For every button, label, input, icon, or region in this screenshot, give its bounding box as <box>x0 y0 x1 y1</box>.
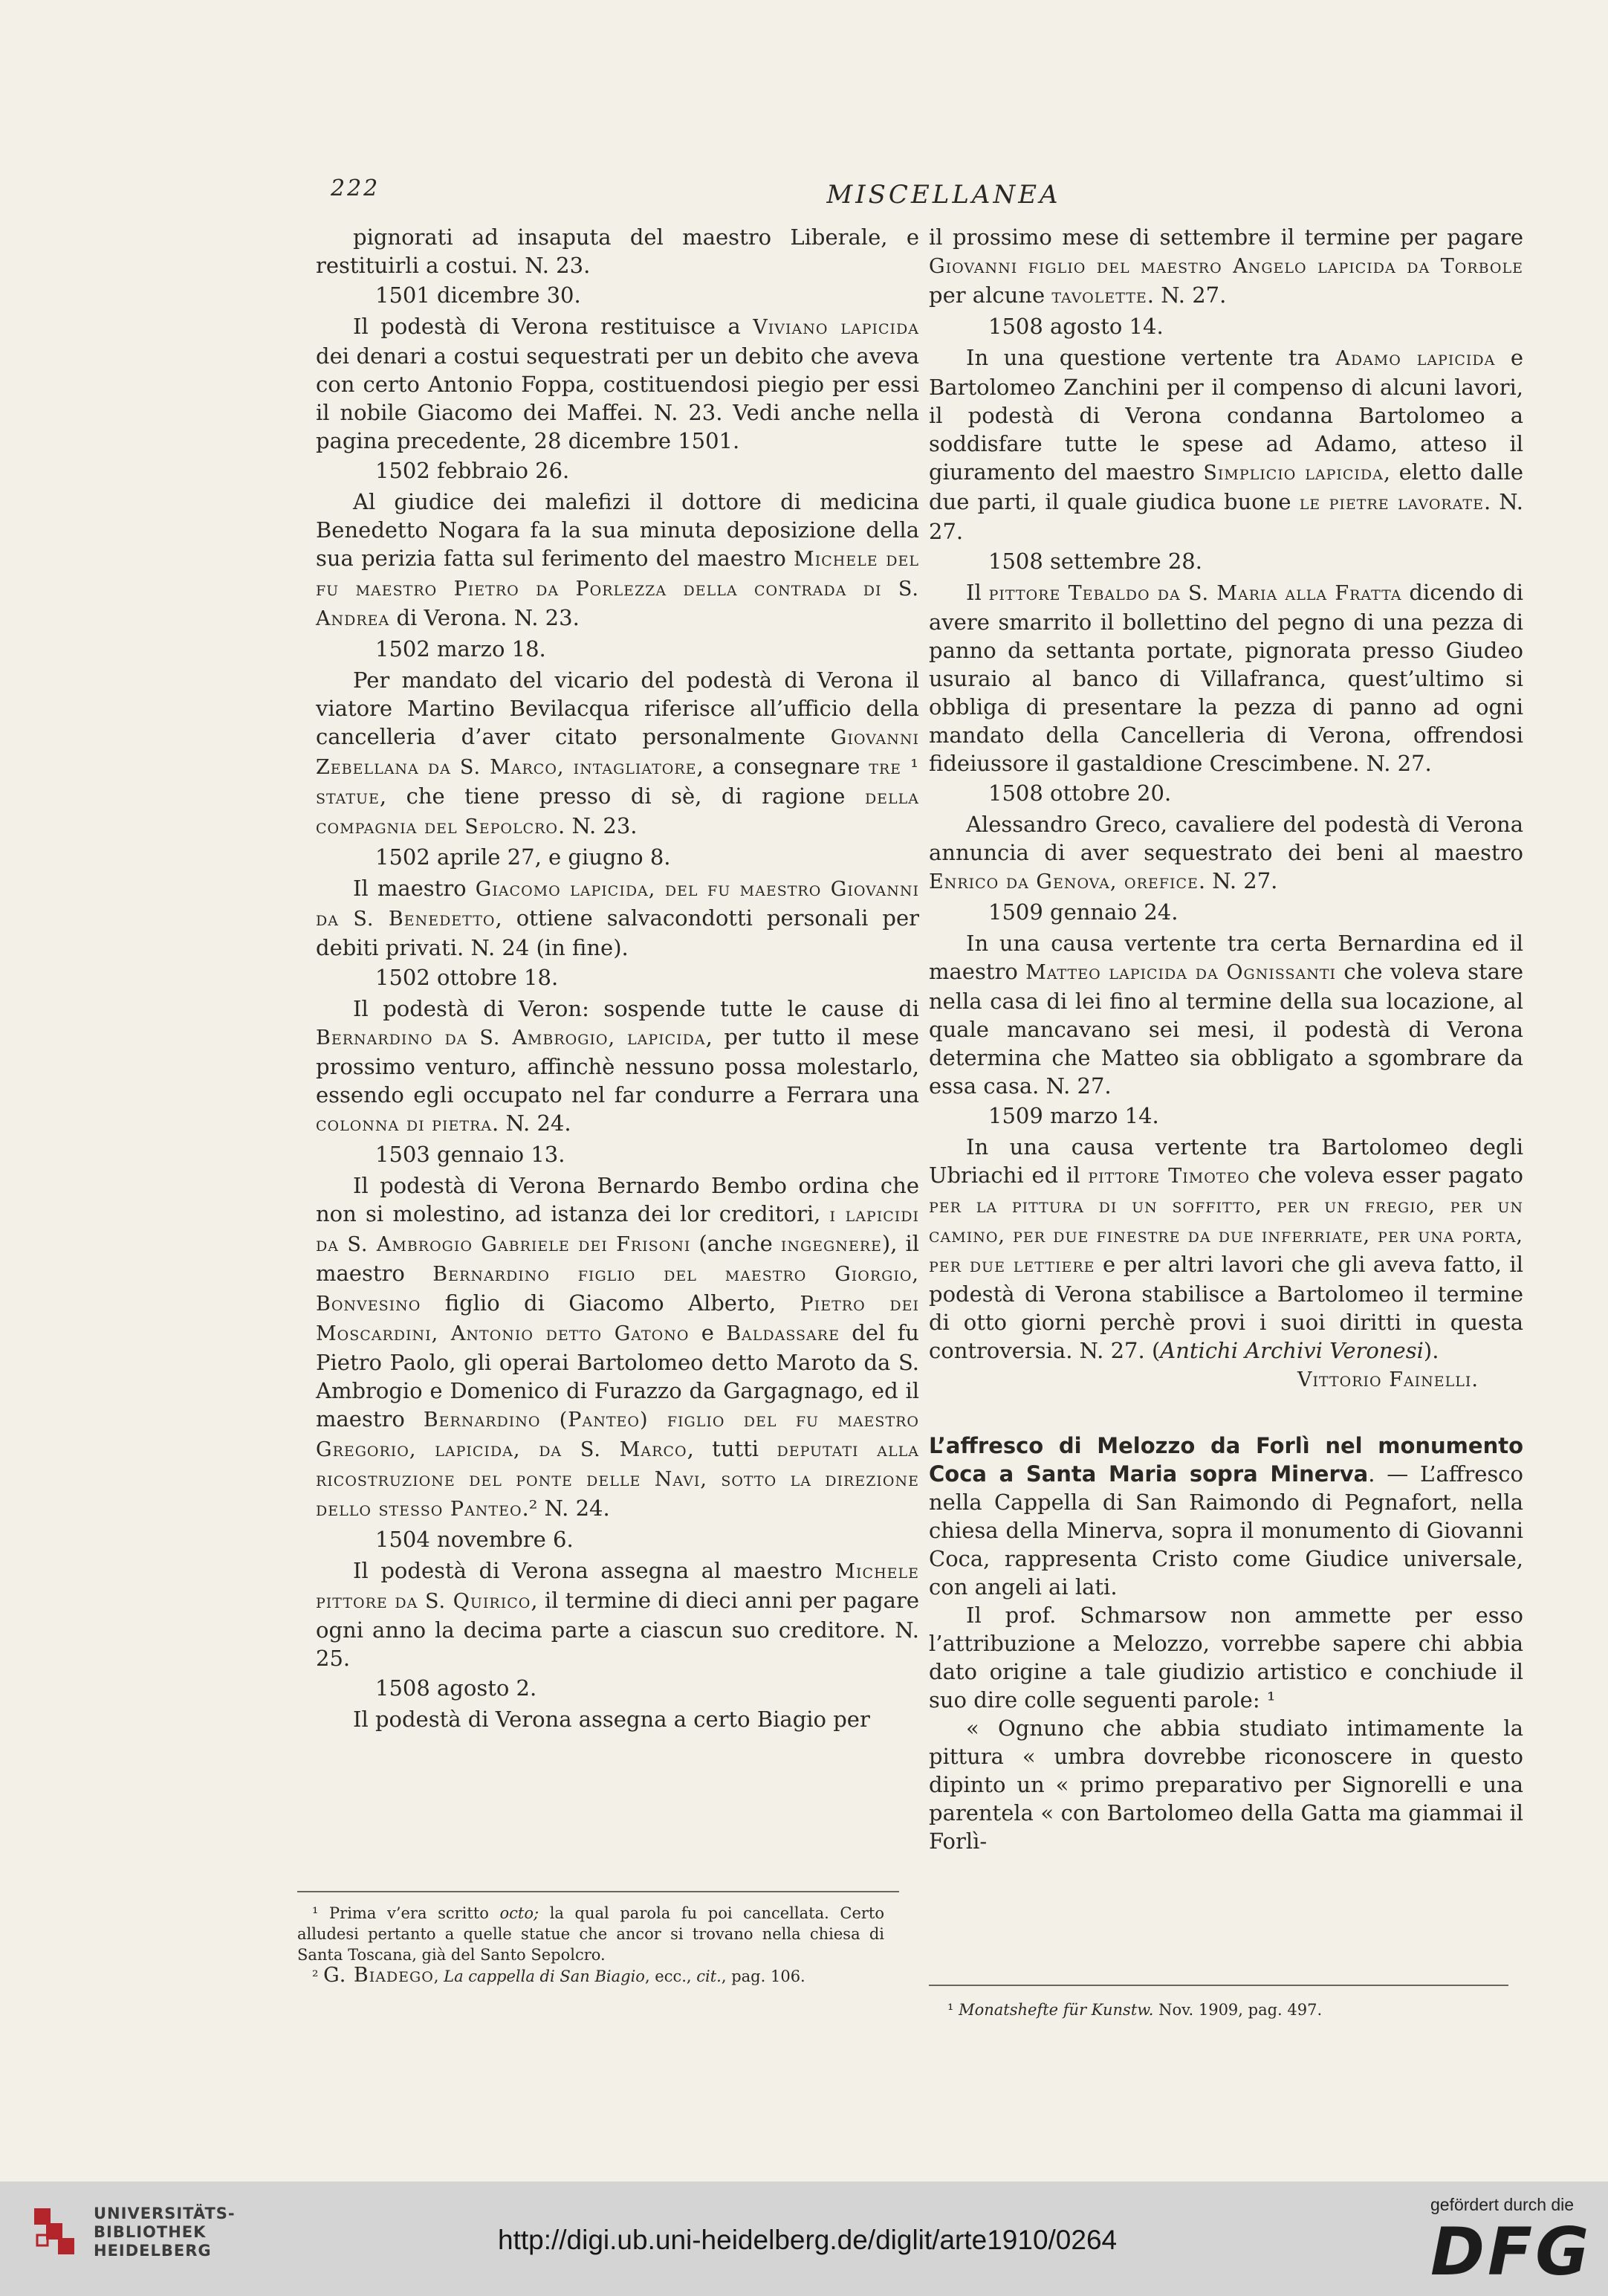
small-caps-name: Pietro dei Moscardini, Antonio detto Gatono <box>316 1293 919 1345</box>
text-run: , eletto dalle due parti, il quale giudica buone <box>929 459 1523 514</box>
entry-paragraph <box>316 1171 919 1524</box>
italic-text: La cappella di San Biagio <box>444 1967 645 1985</box>
text-run: . N. 27. <box>1198 868 1278 893</box>
text-run: del fu Pietro Paolo, gli operai Bartolomeo detto Maroto da S. Ambrogio e Domenico di Furazzo da Gargagnago, ed il maestro <box>316 1320 919 1432</box>
entry-paragraph <box>929 929 1523 1100</box>
entry-date <box>316 635 919 663</box>
text-run: 1509 marzo 14. <box>988 1103 1159 1128</box>
support-label: gefördert durch die <box>1430 2195 1575 2214</box>
small-caps-name: Giacomo lapicida, del fu maestro Giovanni da S. Benedetto <box>316 878 919 931</box>
text-run: e per altri lavori che gli aveva fatto, il podestà di Verona stabilisce a Bartolomeo il termine di otto giorni perchè provi i suoi diritti in questa controversia. N. 27. ( <box>929 1252 1523 1363</box>
page-number: 222 <box>331 175 380 201</box>
small-caps-name: Giovanni Zebellana da S. Marco, intagliatore <box>316 726 919 779</box>
small-caps-name: Michele pittore da S. Quirico <box>316 1560 919 1613</box>
text-run: ¹ Prima v’era scritto <box>312 1904 500 1922</box>
small-caps-name: tre ¹ statue <box>316 756 919 809</box>
italic-text: Antichi Archivi Veronesi <box>1160 1338 1424 1363</box>
text-run: Al giudice dei malefizi il dottore di medicina Benedetto Nogara fa la sua minuta deposizione della sua perizia fatta sul ferimento del maestro <box>316 489 919 571</box>
italic-text: octo; <box>499 1904 539 1922</box>
small-caps-name: deputati alla ricostruzione del ponte delle Navi, sotto la direzione dello stesso Panteo <box>316 1438 919 1521</box>
small-caps-name: tavolette <box>1051 285 1147 308</box>
text-run: , tutti <box>687 1436 777 1461</box>
footnotes-right <box>933 1999 1512 2020</box>
entry-date <box>929 1102 1523 1130</box>
article-title: L’affresco di Melozzo da Forlì nel monumento Coca a Santa Maria sopra Minerva <box>929 1433 1523 1487</box>
text-run: 1508 settembre 28. <box>988 549 1202 574</box>
text-run: ), il maestro <box>316 1231 919 1286</box>
text-run: 1503 gennaio 13. <box>375 1142 565 1167</box>
footnote-rule-left <box>297 1891 899 1892</box>
text-run: per alcune <box>929 282 1052 308</box>
entry-paragraph <box>929 578 1523 777</box>
text-run: , pag. 106. <box>721 1967 805 1985</box>
library-name-line: BIBLIOTHEK <box>94 2223 207 2241</box>
left-column <box>316 223 919 1881</box>
small-caps-name: pittore Timoteo <box>1088 1165 1250 1188</box>
small-caps-name: Bernardino da S. Ambrogio, lapicida <box>316 1026 706 1050</box>
entry-paragraph <box>929 810 1523 896</box>
text-run: dei denari a costui sequestrati per un debito che aveva con certo Antonio Foppa, costituendosi piegio per essi il nobile Giacomo dei Maffei. N. 23. Vedi anche nella pagina precedente, 28 dicembre 1501. <box>316 343 919 453</box>
small-caps-name: le pietre lavorate <box>1299 491 1484 514</box>
text-run: 1508 agosto 14. <box>988 314 1164 339</box>
footnote <box>297 1965 884 1987</box>
small-caps-name: Michele del fu maestro Pietro da Porlezza della contrada di S. Andrea <box>316 548 919 630</box>
text-run: , ecc., <box>644 1967 697 1985</box>
footnotes-left <box>297 1903 884 1987</box>
italic-text: Monatshefte für Kunstw. <box>959 2001 1154 2019</box>
text-run: In una causa vertente tra Bartolomeo degli Ubriachi ed il <box>929 1134 1523 1188</box>
text-run: « Ognuno che abbia studiato intimamente la pittura « umbra dovrebbe riconoscere in questo dipinto un « primo preparativo per Signorelli e una parentela « con Bartolomeo della Gatta ma giammai il Forlì- <box>929 1715 1523 1854</box>
text-run: In una questione vertente tra <box>966 345 1336 370</box>
entry-date <box>316 456 919 485</box>
small-caps-name: pittore Tebaldo da S. Maria alla Fratta <box>988 582 1402 605</box>
entry-date <box>316 281 919 309</box>
entry-paragraph <box>316 874 919 962</box>
text-run: il prossimo mese di settembre il termine per pagare <box>929 224 1523 250</box>
library-name <box>94 2205 236 2260</box>
entry-date <box>316 1674 919 1702</box>
small-caps-name: colonna di pietra <box>316 1113 493 1136</box>
small-caps-name: Baldassare <box>726 1322 840 1345</box>
text-run: , a consegnare <box>696 754 869 779</box>
text-run: ¹ <box>947 2001 959 2019</box>
logo-block-bottom <box>58 2238 74 2254</box>
text-run: In una causa vertente tra certa Bernardina ed il maestro <box>929 931 1523 984</box>
small-caps-name: Giovanni figlio del maestro Angelo lapicida da Torbole <box>929 255 1523 278</box>
small-caps-name: della compagnia del Sepolcro <box>316 786 919 838</box>
text-run: Per mandato del vicario del podestà di Verona il viatore Martino Bevilacqua riferisce all’ufficio della cancelleria d’aver citato personalmente <box>316 667 919 749</box>
text-run: 1502 marzo 18. <box>375 636 546 662</box>
entry-paragraph <box>316 995 919 1139</box>
text-run: Il podestà di Veron: sospende tutte le cause di <box>353 996 919 1021</box>
text-run: 1502 febbraio 26. <box>375 458 570 483</box>
entry-date <box>929 779 1523 807</box>
text-run: 1502 ottobre 18. <box>375 965 559 990</box>
entry-date <box>929 898 1523 926</box>
entry-paragraph <box>316 488 919 633</box>
text-run: 1501 dicembre 30. <box>375 282 581 308</box>
footnote-rule-right <box>929 1985 1508 1986</box>
text-run: (anche <box>690 1231 781 1256</box>
small-caps-name: i lapicidi da S. Ambrogio Gabriele dei Frisoni <box>316 1203 919 1256</box>
text-run: 1509 gennaio 24. <box>988 899 1179 925</box>
entry-paragraph <box>929 1133 1523 1365</box>
text-run: dicendo di avere smarrito il bollettino del pegno di una pezza di panno da settanta portate, pignorata presso Giudeo usuraio al banco di Villafranca, quest’ultimo si obbliga di presentare la pezza di panno ad ogni mandato della Cancelleria di Verona, offrendosi fideiussore il gastaldione Crescimbene. N. 27. <box>929 580 1524 776</box>
library-name-line: HEIDELBERG <box>94 2242 212 2260</box>
entry-paragraph <box>929 1601 1523 1714</box>
small-caps-name: Bernardino (Panteo) figlio del fu maestro Gregorio, lapicida, da S. Marco <box>316 1409 919 1461</box>
text-run: . — L’affresco nella Cappella di San Raimondo di Pegnafort, nella chiesa della Minerva, sopra il monumento di Giovanni Coca, rappresenta Cristo come Giudice universale, con angeli ai lati. <box>929 1461 1523 1600</box>
text-run: Il podestà di Verona assegna al maestro <box>353 1558 835 1583</box>
text-run: . N. 23. <box>558 813 638 838</box>
entry-paragraph <box>316 312 919 455</box>
text-run: che voleva esser pagato <box>1249 1162 1523 1188</box>
text-run: Il prof. Schmarsow non ammette per esso l’attribuzione a Melozzo, vorrebbe sapere chi abbia dato origine a tale giudizio artistico e conchiude il suo dire colle seguenti parole: ¹ <box>929 1603 1523 1713</box>
text-run: . N. 27. <box>1147 282 1227 308</box>
entry-paragraph <box>316 1705 919 1733</box>
entry-paragraph <box>316 1556 919 1672</box>
text-run: , ottiene salvacondotti personali per debiti privati. N. 24 (in fine). <box>316 905 919 960</box>
article-heading-paragraph <box>929 1432 1523 1601</box>
text-run: Il podestà di Verona assegna a certo Biagio per <box>353 1707 870 1732</box>
text-run: che voleva stare nella casa di lei fino al termine della sua locazione, al quale mancavano sei mesi, il podestà di Verona determina che Matteo sia obbligato a sgombrare da essa casa. N. 27. <box>929 959 1523 1099</box>
author-signature <box>929 1365 1479 1394</box>
text-run: Il podestà di Verona Bernardo Bembo ordina che non si molestino, ad istanza dei lor creditori, <box>316 1173 919 1226</box>
footnote <box>297 1903 884 1965</box>
running-title: MISCELLANEA <box>826 180 1061 210</box>
entry-paragraph <box>929 343 1523 546</box>
entry-paragraph <box>929 223 1523 311</box>
library-logo-icon <box>31 2204 85 2257</box>
text-run: la qual parola fu poi cancellata. Certo alludesi pertanto a quelle statue che ancor si trovano nella chiesa di Santa Toscana, già del Santo Sepolcro. <box>297 1904 884 1964</box>
entry-date <box>316 1140 919 1168</box>
text-run: ). <box>1423 1338 1439 1363</box>
text-run: 1508 agosto 2. <box>375 1675 537 1701</box>
text-run: ² <box>312 1967 324 1985</box>
small-caps-name: per la pittura di un soffitto, per un fregio, per un camino, per due finestre da due inferriate, per una porta, per due lettiere <box>929 1194 1523 1277</box>
text-run: , <box>433 1967 444 1985</box>
text-run: e Bartolomeo Zanchini per il compenso di alcuni lavori, il podestà di Verona condanna Bartolomeo a soddisfare tutte le spese ad Adamo, atteso il giuramento del maestro <box>929 345 1523 485</box>
small-caps-name: Viviano lapicida <box>753 316 919 339</box>
text-run: Il podestà di Verona restituisce a <box>353 314 753 339</box>
text-run: , il termine di dieci anni per pagare ogni anno la decima parte a ciascun suo creditore. N. 25. <box>316 1588 919 1671</box>
text-run: e <box>689 1320 727 1345</box>
entry-date <box>316 843 919 871</box>
text-run: . N. 24. <box>492 1110 571 1136</box>
text-run: 1502 aprile 27, e giugno 8. <box>375 844 671 870</box>
small-caps-name: ingegnere <box>780 1233 882 1256</box>
text-run: pignorati ad insaputa del maestro Liberale, e restituirli a costui. N. 23. <box>316 224 919 278</box>
small-caps-name: Bernardino figlio del maestro Giorgio, Bonvesino <box>316 1263 919 1316</box>
right-column <box>929 223 1523 1947</box>
entry-date <box>316 963 919 992</box>
text-run: 1508 ottobre 20. <box>988 780 1172 806</box>
entry-date <box>929 312 1523 340</box>
small-caps-name: Vittorio Fainelli. <box>1297 1368 1479 1391</box>
text-run: . N. 27. <box>929 489 1523 544</box>
text-run: figlio di Giacomo Alberto, <box>421 1290 800 1316</box>
text-run: .² N. 24. <box>522 1495 610 1521</box>
dfg-logo: DFG <box>1430 2213 1592 2290</box>
text-run: Nov. 1909, pag. 497. <box>1153 2001 1323 2019</box>
source-url-link[interactable]: http://digi.ub.uni-heidelberg.de/diglit/arte1910/0264 <box>498 2225 1118 2255</box>
text-run: Alessandro Greco, cavaliere del podestà di Verona annuncia di aver sequestrato dei beni al maestro <box>929 812 1523 865</box>
entry-date <box>929 547 1523 575</box>
entry-paragraph <box>316 223 919 279</box>
footnote <box>933 1999 1512 2020</box>
italic-text: cit. <box>696 1967 722 1985</box>
logo-block-hollow <box>37 2235 48 2245</box>
text-run: Il <box>966 580 989 605</box>
small-caps-name: Simplicio lapicida <box>1203 462 1384 485</box>
small-caps-name: Matteo lapicida da Ognissanti <box>1025 961 1337 984</box>
small-caps-name: G. Biadego <box>323 1964 434 1987</box>
small-caps-name: Adamo lapicida <box>1335 347 1496 370</box>
text-run: Il maestro <box>353 876 476 901</box>
small-caps-name: Enrico da Genova, orefice <box>929 870 1199 893</box>
library-name-line: UNIVERSITÄTS- <box>94 2205 236 2222</box>
text-run: , che tiene presso di sè, di ragione <box>379 783 865 809</box>
text-run: 1504 novembre 6. <box>375 1527 574 1552</box>
logo-block-top <box>34 2208 51 2225</box>
text-run: di Verona. N. 23. <box>389 605 580 630</box>
entry-paragraph <box>316 666 919 841</box>
entry-date <box>316 1525 919 1553</box>
text-run: , per tutto il mese prossimo venturo, affinchè nessuno possa molestarlo, essendo egli occupato nel far condurre a Ferrara una <box>316 1024 919 1107</box>
entry-paragraph <box>929 1714 1523 1855</box>
